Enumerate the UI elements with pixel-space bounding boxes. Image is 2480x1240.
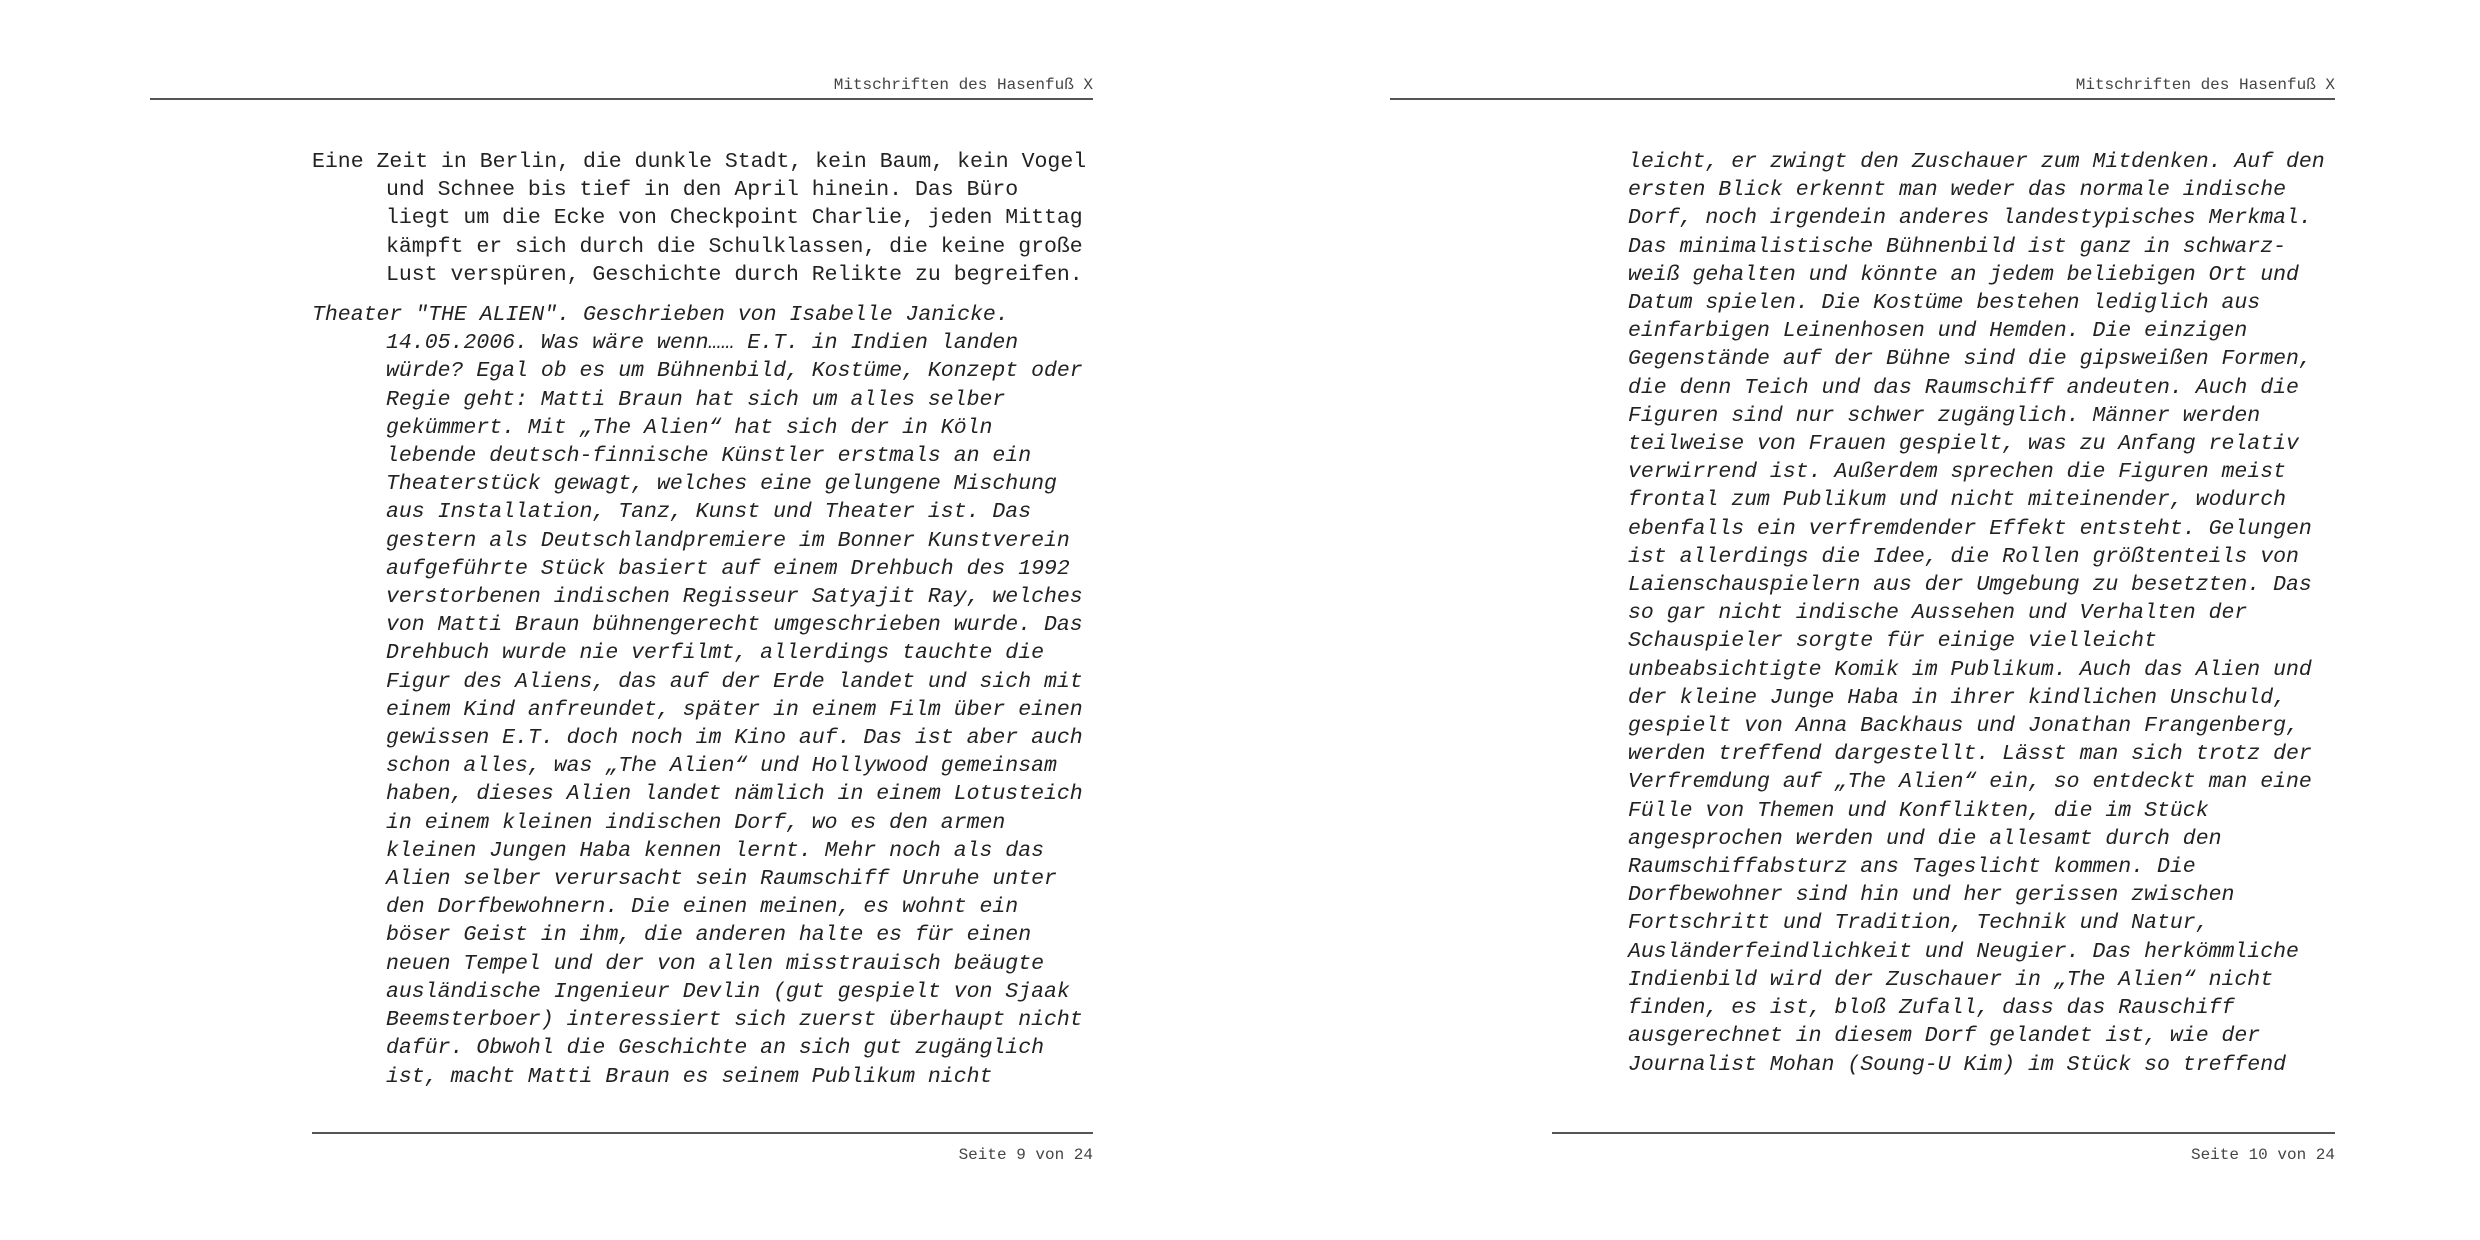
page-number: Seite 9 von 24 [958, 1146, 1093, 1164]
footer-divider [312, 1132, 1093, 1134]
page-body [312, 148, 1102, 1091]
page-body [1628, 148, 2348, 1079]
paragraph-berlin: Eine Zeit in Berlin, die dunkle Stadt, kein Baum, kein Vogel und Schnee bis tief in den April hinein. Das Büro liegt um die Ecke von Checkpoint Charlie, jeden Mittag kämpft er sich durch die Schulklassen, die keine große Lust verspüren, Geschichte durch Relikte zu begreifen. [312, 150, 1087, 287]
running-header: Mitschriften des Hasenfuß X [2075, 76, 2335, 94]
running-header: Mitschriften des Hasenfuß X [833, 76, 1093, 94]
paragraph-continuation: leicht, er zwingt den Zuschauer zum Mitdenken. Auf den ersten Blick erkennt man weder das normale indische Dorf, noch irgendein anderes landestypisches Merkmal. Das minimalistische Bühnenbild ist ganz in schwarz- weiß gehalten und könnte an jedem beliebigen Ort und Datum spielen. Die Kostüme bestehen lediglich aus einfarbigen Leinenhosen und Hemden. Die einzigen Gegenstände auf der Bühne sind die gipsweißen Formen, die denn Teich und das Raumschiff andeuten. Auch die Figuren sind nur schwer zugänglich. Männer werden teilweise von Frauen gespielt, was zu Anfang relativ verwirrend ist. Außerdem sprechen die Figuren meist frontal zum Publikum und nicht miteinender, wodurch ebenfalls ein verfremdender Effekt entsteht. Gelungen ist allerdings die Idee, die Rollen größtenteils von Laienschauspielern aus der Umgebung zu besetzten. Das so gar nicht indische Aussehen und Verhalten der Schauspieler sorgte für einige vielleicht unbeabsichtigte Komik im Publikum. Auch das Alien und der kleine Junge Haba in ihrer kindlichen Unschuld, gespielt von Anna Backhaus und Jonathan Frangenberg, werden treffend dargestellt. Lässt man sich trotz der Verfremdung auf „The Alien“ ein, so entdeckt man eine Fülle von Themen und Konflikten, die im Stück angesprochen werden und die allesamt durch den Raumschiffabsturz ans Tageslicht kommen. Die Dorfbewohner sind hin und her gerissen zwischen Fortschritt und Tradition, Technik und Natur, Ausländerfeindlichkeit und Neugier. Das herkömmliche Indienbild wird der Zuschauer in „The Alien“ nicht finden, es ist, bloß Zufall, dass das Rauschiff ausgerechnet in diesem Dorf gelandet ist, wie der Journalist Mohan (Soung-U Kim) im Stück so treffend [1628, 150, 2325, 1077]
footer-divider [1552, 1132, 2335, 1134]
paragraph-theater-review: Theater "THE ALIEN". Geschrieben von Isabelle Janicke. 14.05.2006. Was wäre wenn…… E.T. in Indien landen würde? Egal ob es um Bühnenbild, Kostüme, Konzept oder Regie geht: Matti Braun hat sich um alles selber gekümmert. Mit „The Alien“ hat sich der in Köln lebende deutsch-finnische Künstler erstmals an ein Theaterstück gewagt, welches eine gelungene Mischung aus Installation, Tanz, Kunst und Theater ist. Das gestern als Deutschlandpremiere im Bonner Kunstverein aufgeführte Stück basiert auf einem Drehbuch des 1992 verstorbenen indischen Regisseur Satyajit Ray, welches von Matti Braun bühnengerecht umgeschrieben wurde. Das Drehbuch wurde nie verfilmt, allerdings tauchte die Figur des Aliens, das auf der Erde landet und sich mit einem Kind anfreundet, später in einem Film über einen gewissen E.T. doch noch im Kino auf. Das ist aber auch schon alles, was „The Alien“ und Hollywood gemeinsam haben, dieses Alien landet nämlich in einem Lotusteich in einem kleinen indischen Dorf, wo es den armen kleinen Jungen Haba kennen lernt. Mehr noch als das Alien selber verursacht sein Raumschiff Unruhe unter den Dorfbewohnern. Die einen meinen, es wohnt ein böser Geist in ihm, die anderen halte es für einen neuen Tempel und der von allen misstrauisch beäugte ausländische Ingenieur Devlin (gut gespielt von Sjaak Beemsterboer) interessiert sich zuerst überhaupt nicht dafür. Obwohl die Geschichte an sich gut zugänglich ist, macht Matti Braun es seinem Publikum nicht [312, 303, 1083, 1089]
page-right [1240, 0, 2480, 1240]
header-divider [1390, 98, 2335, 100]
page-number: Seite 10 von 24 [2190, 1146, 2335, 1164]
header-divider [150, 98, 1093, 100]
